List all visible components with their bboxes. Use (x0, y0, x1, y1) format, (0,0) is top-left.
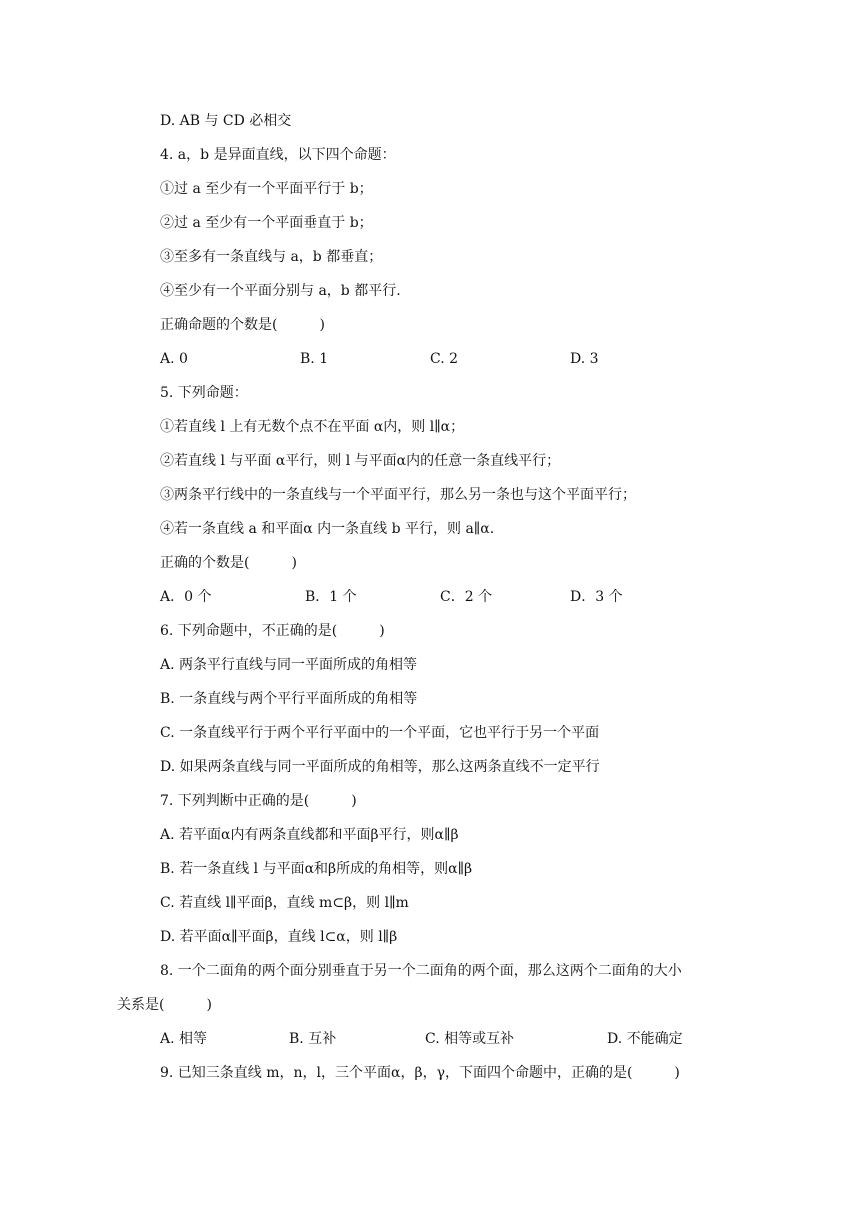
q5-stem: 5. 下列命题： (160, 385, 248, 401)
q4-question: 正确命题的个数是( ) (160, 317, 325, 333)
q3-option-d: D. AB 与 CD 必相交 (160, 113, 292, 129)
q5-option-d: D．3 个 (570, 589, 623, 605)
q6-option-d: D. 如果两条直线与同一平面所成的角相等，那么这两条直线不一定平行 (160, 759, 600, 775)
q4-prop-3: ③至多有一条直线与 a，b 都垂直； (160, 249, 383, 265)
q4-prop-4: ④至少有一个平面分别与 a，b 都平行. (160, 283, 401, 299)
q6-option-b: B. 一条直线与两个平行平面所成的角相等 (160, 691, 418, 707)
q5-prop-4: ④若一条直线 a 和平面α 内一条直线 b 平行，则 a∥α. (160, 521, 495, 537)
q4-option-a: A. 0 (160, 351, 188, 367)
q5-option-a: A．0 个 (160, 589, 212, 605)
q4-option-d: D. 3 (570, 351, 599, 367)
q5-prop-1: ①若直线 l 上有无数个点不在平面 α内，则 l∥α； (160, 419, 465, 435)
q8-option-c: C. 相等或互补 (425, 1031, 515, 1047)
q6-stem: 6. 下列命题中，不正确的是( ) (160, 623, 385, 639)
q8-stem-continued: 关系是( ) (117, 997, 212, 1013)
q7-option-d: D. 若平面α∥平面β，直线 l⊂α，则 l∥β (160, 929, 398, 945)
q7-stem: 7. 下列判断中正确的是( ) (160, 793, 357, 809)
q6-option-a: A. 两条平行直线与同一平面所成的角相等 (160, 657, 418, 673)
q4-prop-1: ①过 a 至少有一个平面平行于 b； (160, 181, 373, 197)
q8-option-b: B. 互补 (289, 1031, 337, 1047)
q4-stem: 4. a，b 是异面直线，以下四个命题： (160, 147, 396, 163)
q5-question: 正确的个数是( ) (160, 555, 297, 571)
q8-stem: 8. 一个二面角的两个面分别垂直于另一个二面角的两个面，那么这两个二面角的大小 (160, 963, 682, 979)
q5-option-b: B．1 个 (305, 589, 357, 605)
q4-option-b: B. 1 (300, 351, 329, 367)
q7-option-b: B. 若一条直线 l 与平面α和β所成的角相等，则α∥β (160, 861, 473, 877)
q8-option-d: D. 不能确定 (607, 1031, 683, 1047)
q7-option-a: A. 若平面α内有两条直线都和平面β平行，则α∥β (160, 827, 459, 843)
q7-option-c: C. 若直线 l∥平面β，直线 m⊂β，则 l∥m (160, 895, 409, 911)
q4-prop-2: ②过 a 至少有一个平面垂直于 b； (160, 215, 373, 231)
q8-option-a: A. 相等 (160, 1031, 208, 1047)
q5-prop-3: ③两条平行线中的一条直线与一个平面平行，那么另一条也与这个平面平行； (160, 487, 636, 503)
q5-prop-2: ②若直线 l 与平面 α平行，则 l 与平面α内的任意一条直线平行； (160, 453, 561, 469)
q4-option-c: C. 2 (430, 351, 459, 367)
q5-option-c: C．2 个 (440, 589, 493, 605)
q9-stem: 9. 已知三条直线 m，n，l，三个平面α，β，γ，下面四个命题中，正确的是( ) (160, 1065, 680, 1081)
q6-option-c: C. 一条直线平行于两个平行平面中的一个平面，它也平行于另一个平面 (160, 725, 600, 741)
